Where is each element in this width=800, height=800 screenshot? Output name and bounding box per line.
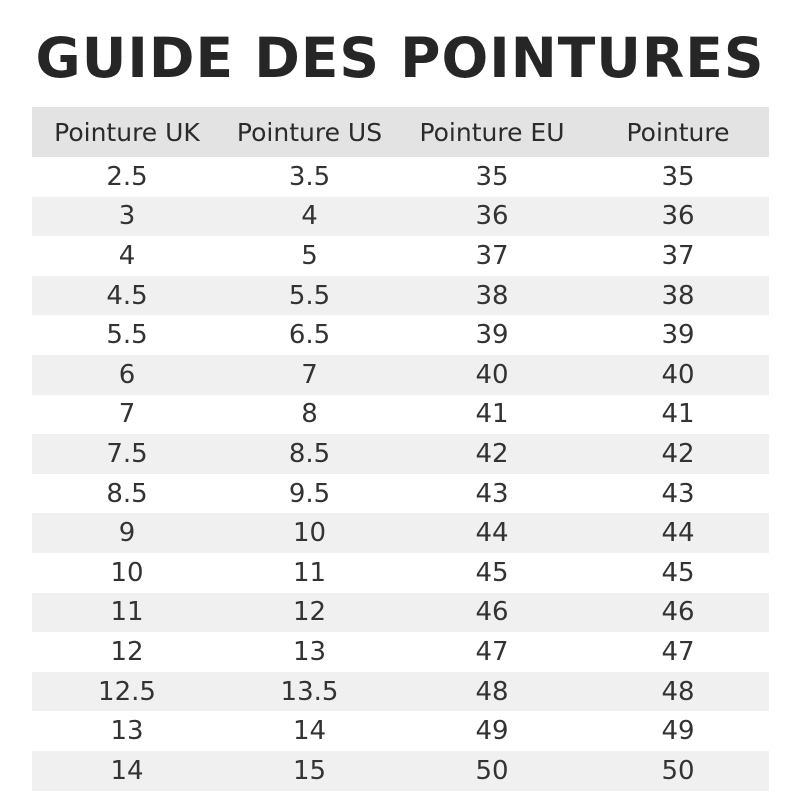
cell-pointure-eu: 50 bbox=[397, 751, 587, 791]
table-row bbox=[32, 355, 769, 395]
table-row bbox=[32, 315, 769, 355]
cell-pointure-us: 8 bbox=[301, 399, 318, 430]
size-chart-table bbox=[32, 107, 769, 791]
cell-pointure-eu: 46 bbox=[397, 593, 587, 633]
cell-pointure-uk: 8.5 bbox=[106, 478, 148, 509]
cell-pointure-eu: 48 bbox=[397, 672, 587, 712]
table-row bbox=[32, 553, 769, 593]
cell-pointure-eu: 36 bbox=[397, 197, 587, 237]
cell-pointure-us: 13 bbox=[292, 636, 327, 667]
cell-pointure: 49 bbox=[661, 716, 695, 747]
cell-pointure: 35 bbox=[661, 161, 695, 192]
cell-pointure-us: 10 bbox=[222, 513, 397, 553]
cell-pointure-eu: 38 bbox=[397, 276, 587, 316]
cell-pointure-uk: 4.5 bbox=[32, 276, 222, 316]
table-row bbox=[32, 751, 769, 791]
cell-pointure: 39 bbox=[661, 320, 695, 351]
cell-pointure-us: 7 bbox=[222, 355, 397, 395]
header-row bbox=[32, 107, 769, 157]
table-row bbox=[32, 434, 769, 474]
cell-pointure-us: 4 bbox=[222, 197, 397, 237]
cell-pointure-eu: 41 bbox=[475, 399, 509, 430]
cell-pointure-uk: 13 bbox=[110, 716, 144, 747]
header-pointure-eu: Pointure EU bbox=[397, 107, 587, 157]
cell-pointure-eu: 39 bbox=[475, 320, 509, 351]
cell-pointure-us: 13.5 bbox=[222, 672, 397, 712]
cell-pointure-us: 12 bbox=[222, 593, 397, 633]
header-pointure: Pointure bbox=[587, 107, 769, 157]
table-row bbox=[32, 157, 769, 197]
table-row bbox=[32, 711, 769, 751]
cell-pointure-eu: 49 bbox=[475, 716, 509, 747]
cell-pointure: 36 bbox=[587, 197, 769, 237]
table-row bbox=[32, 513, 769, 553]
cell-pointure-us: 8.5 bbox=[222, 434, 397, 474]
cell-pointure: 47 bbox=[661, 636, 695, 667]
table-row bbox=[32, 236, 769, 276]
cell-pointure: 37 bbox=[661, 240, 695, 271]
cell-pointure: 45 bbox=[661, 557, 695, 588]
cell-pointure-uk: 2.5 bbox=[106, 161, 148, 192]
cell-pointure-us: 5.5 bbox=[222, 276, 397, 316]
cell-pointure-eu: 43 bbox=[475, 478, 509, 509]
cell-pointure-us: 6.5 bbox=[288, 320, 331, 351]
cell-pointure-eu: 45 bbox=[475, 557, 509, 588]
table-row bbox=[32, 474, 769, 514]
cell-pointure-us: 15 bbox=[222, 751, 397, 791]
cell-pointure-eu: 40 bbox=[397, 355, 587, 395]
cell-pointure: 40 bbox=[587, 355, 769, 395]
cell-pointure-uk: 6 bbox=[32, 355, 222, 395]
table-row bbox=[32, 276, 769, 316]
cell-pointure-eu: 35 bbox=[475, 161, 509, 192]
cell-pointure: 50 bbox=[587, 751, 769, 791]
table-row bbox=[32, 395, 769, 435]
cell-pointure-uk: 12.5 bbox=[32, 672, 222, 712]
cell-pointure-uk: 7.5 bbox=[32, 434, 222, 474]
cell-pointure: 41 bbox=[661, 399, 695, 430]
cell-pointure-uk: 3 bbox=[32, 197, 222, 237]
table-body bbox=[32, 157, 769, 791]
cell-pointure-uk: 12 bbox=[110, 636, 144, 667]
table-row bbox=[32, 632, 769, 672]
cell-pointure-eu: 44 bbox=[397, 513, 587, 553]
cell-pointure-uk: 14 bbox=[32, 751, 222, 791]
cell-pointure: 43 bbox=[661, 478, 695, 509]
cell-pointure-us: 14 bbox=[292, 716, 327, 747]
table-row bbox=[32, 593, 769, 633]
cell-pointure-eu: 42 bbox=[397, 434, 587, 474]
table-header bbox=[32, 107, 769, 157]
header-pointure-uk: Pointure UK bbox=[32, 107, 222, 157]
cell-pointure: 38 bbox=[587, 276, 769, 316]
cell-pointure-uk: 11 bbox=[32, 593, 222, 633]
cell-pointure-uk: 4 bbox=[118, 240, 136, 271]
header-pointure-us: Pointure US bbox=[222, 107, 397, 157]
cell-pointure-eu: 47 bbox=[475, 636, 509, 667]
table-row bbox=[32, 672, 769, 712]
cell-pointure-uk: 9 bbox=[32, 513, 222, 553]
cell-pointure-us: 5 bbox=[301, 240, 318, 271]
table-row bbox=[32, 197, 769, 237]
cell-pointure-us: 3.5 bbox=[288, 161, 331, 192]
cell-pointure-uk: 10 bbox=[110, 557, 144, 588]
cell-pointure: 48 bbox=[587, 672, 769, 712]
cell-pointure: 46 bbox=[587, 593, 769, 633]
cell-pointure-uk: 5.5 bbox=[106, 320, 148, 351]
cell-pointure-us: 9.5 bbox=[288, 478, 331, 509]
cell-pointure-eu: 37 bbox=[475, 240, 509, 271]
cell-pointure: 44 bbox=[587, 513, 769, 553]
cell-pointure-us: 11 bbox=[292, 557, 327, 588]
cell-pointure-uk: 7 bbox=[118, 399, 136, 430]
cell-pointure: 42 bbox=[587, 434, 769, 474]
page-title: GUIDE DES POINTURES bbox=[35, 26, 765, 90]
